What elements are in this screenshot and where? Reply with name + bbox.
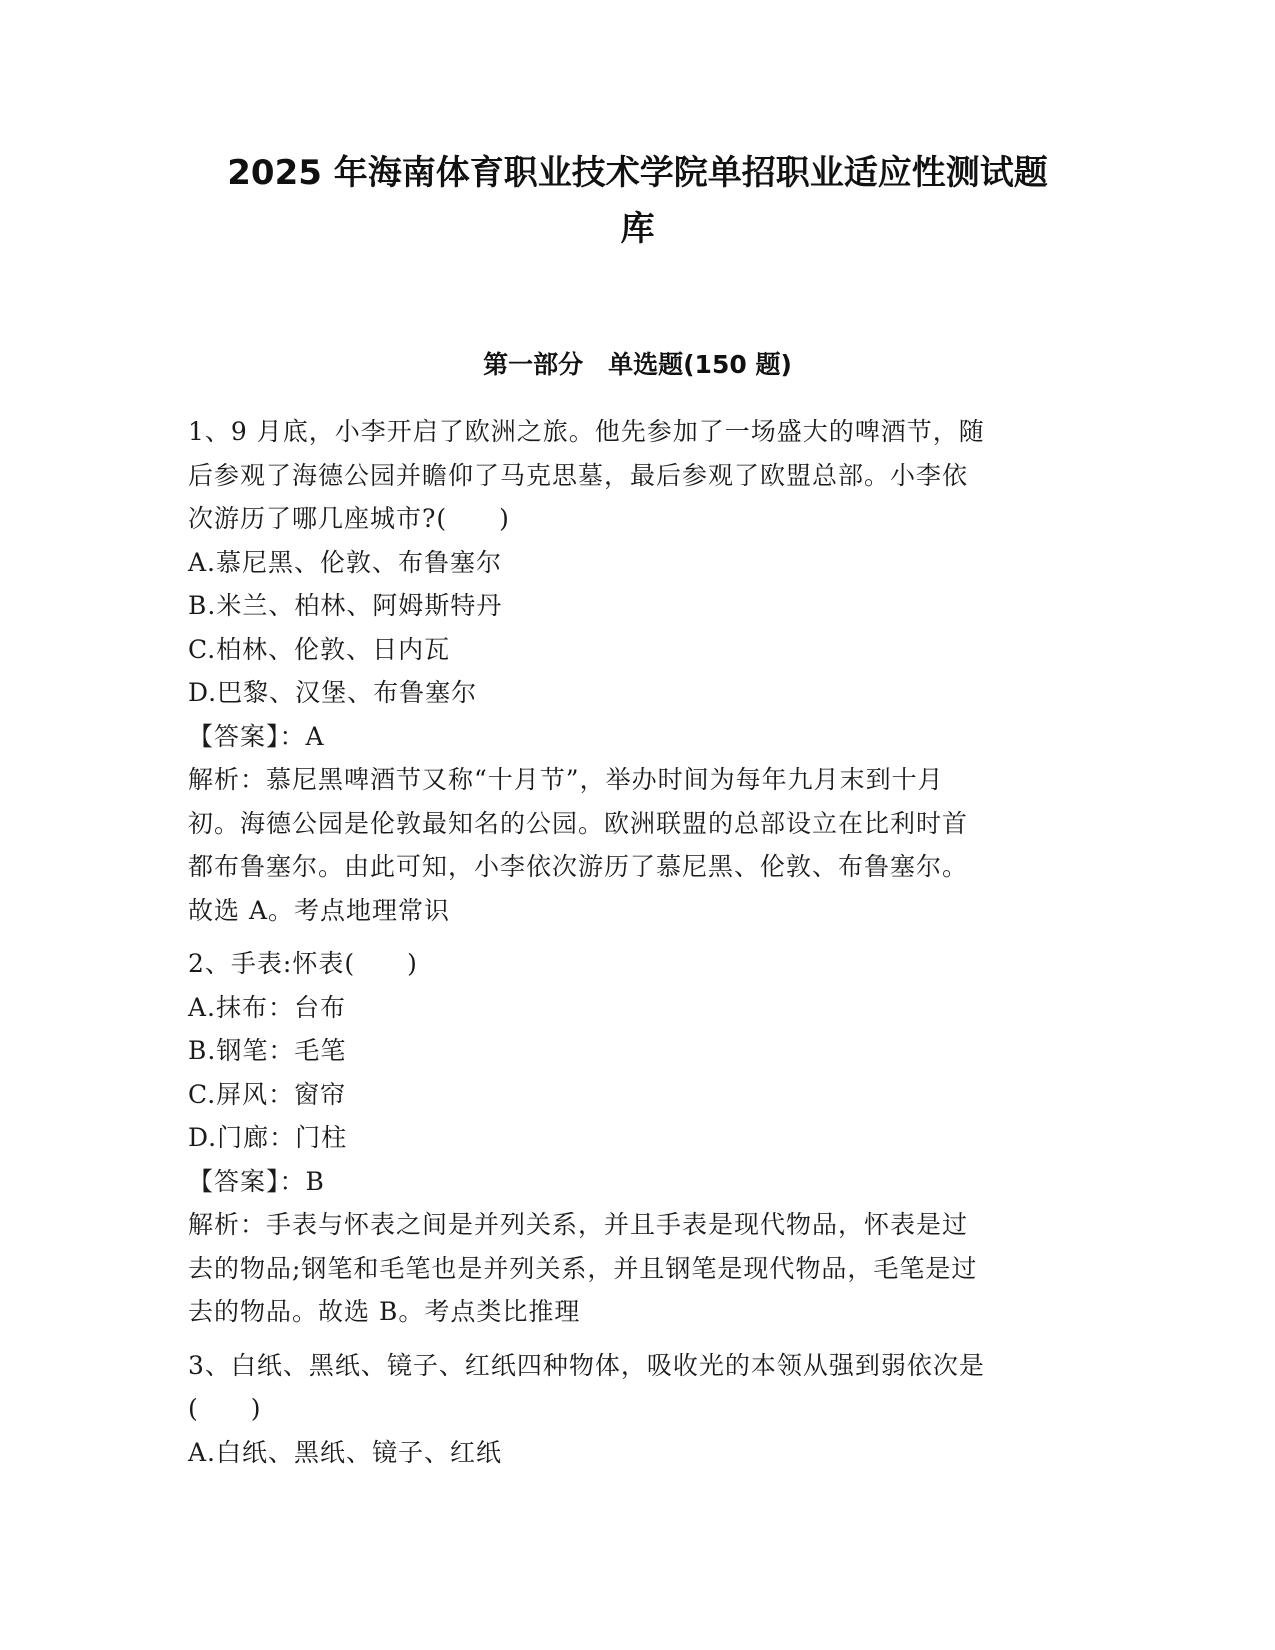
question-block bbox=[188, 410, 1083, 932]
question-block bbox=[188, 1344, 1083, 1475]
option-item: C.屏风：窗帘 bbox=[188, 1079, 347, 1109]
option-item: A.慕尼黑、伦敦、布鲁塞尔 bbox=[188, 547, 503, 577]
option-item: B.钢笔：毛笔 bbox=[188, 1036, 347, 1065]
analysis-line: 解析：慕尼黑啤酒节又称“十月节”，举办时间为每年九月末到十月 bbox=[188, 765, 944, 794]
question-stem-line: ( ) bbox=[188, 1394, 262, 1423]
analysis-line: 都布鲁塞尔。由此可知，小李依次游历了慕尼黑、伦敦、布鲁塞尔。 bbox=[188, 852, 969, 881]
spacer bbox=[188, 932, 1083, 942]
option-item: B.米兰、柏林、阿姆斯特丹 bbox=[188, 591, 503, 620]
analysis-line: 去的物品。故选 B。考点类比推理 bbox=[188, 1297, 581, 1326]
question-stem-line: 1、9 月底，小李开启了欧洲之旅。他先参加了一场盛大的啤酒节，随 bbox=[188, 417, 985, 446]
question-stem-line: 后参观了海德公园并瞻仰了马克思墓，最后参观了欧盟总部。小李依 bbox=[188, 460, 969, 490]
question-block bbox=[188, 942, 1083, 1334]
option-item: A.抹布：台布 bbox=[188, 992, 347, 1022]
question-stem-line: 2、手表:怀表( ) bbox=[188, 949, 418, 978]
section-title: 第一部分 单选题(150 题) bbox=[483, 350, 792, 379]
option-item: A.白纸、黑纸、镜子、红纸 bbox=[188, 1437, 503, 1467]
question-list bbox=[188, 410, 1083, 1474]
document-title bbox=[150, 145, 1125, 257]
analysis-line: 去的物品;钢笔和毛笔也是并列关系，并且钢笔是现代物品，毛笔是过 bbox=[188, 1253, 978, 1283]
analysis-line: 解析：手表与怀表之间是并列关系，并且手表是现代物品，怀表是过 bbox=[188, 1210, 969, 1239]
analysis-line: 初。海德公园是伦敦最知名的公园。欧洲联盟的总部设立在比利时首 bbox=[188, 808, 969, 838]
option-item: D.门廊：门柱 bbox=[188, 1123, 348, 1152]
answer-line: 【答案】：B bbox=[188, 1166, 325, 1196]
answer-line: 【答案】：A bbox=[188, 721, 325, 751]
option-item: D.巴黎、汉堡、布鲁塞尔 bbox=[188, 678, 478, 707]
option-item: C.柏林、伦敦、日内瓦 bbox=[188, 634, 451, 664]
document-title-line: 2025 年海南体育职业技术学院单招职业适应性测试题 bbox=[227, 153, 1048, 193]
spacer bbox=[188, 1334, 1083, 1344]
question-stem-line: 3、白纸、黑纸、镜子、红纸四种物体，吸收光的本领从强到弱依次是 bbox=[188, 1350, 985, 1380]
analysis-line: 故选 A。考点地理常识 bbox=[188, 895, 451, 925]
question-stem-line: 次游历了哪几座城市?( ) bbox=[188, 504, 510, 533]
document-title-line: 库 bbox=[620, 209, 655, 249]
